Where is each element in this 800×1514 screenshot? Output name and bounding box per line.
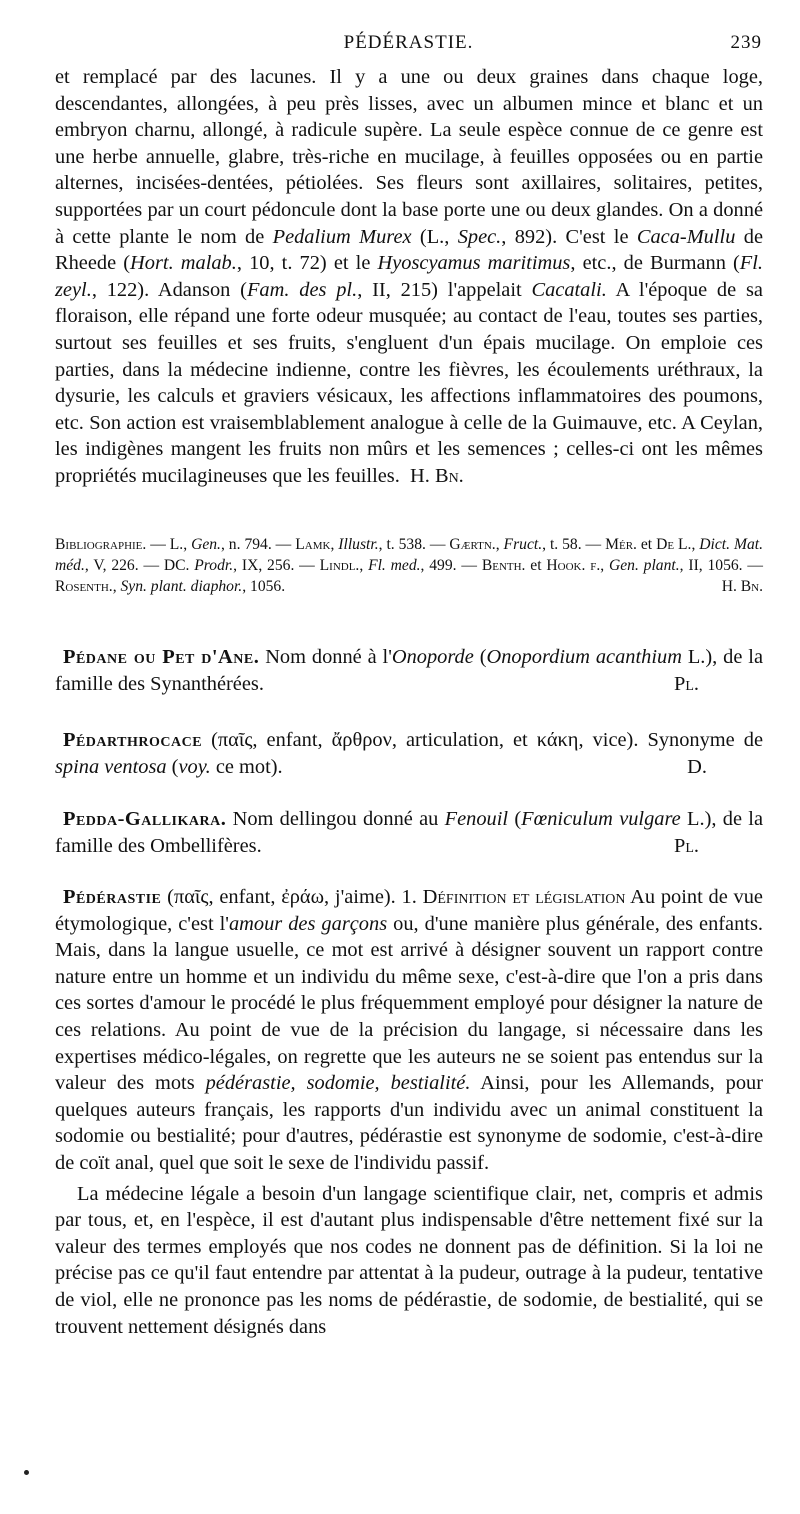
taxon-name: Caca-Mullu [636, 225, 736, 248]
paragraph: Pédane ou Pet d'Ane. Nom donné à l'Onoporde (Onopordium acanthium L.), de la famille des Synanthérées. Pl. [55, 644, 763, 697]
author-signature: Pl. [674, 672, 699, 695]
paragraph: Pédarthrocace (παῖς, enfant, ἄρθρον, articulation, et κάκη, vice). Synonyme de spina ventosa (voy. ce mot). D. [55, 727, 763, 780]
page-number: 239 [730, 32, 762, 53]
section-heading: Définition et législation [422, 886, 626, 908]
entry-headword: Pédane ou Pet d'Ane. [63, 646, 260, 668]
paragraph: Pedda-Gallikara. Nom dellingou donné au Fenouil (Fœniculum vulgare L.), de la famille des Ombellifères. Pl. [55, 806, 763, 859]
author-signature: H. Bn. [410, 464, 464, 487]
running-title: PÉDÉRASTIE. [343, 32, 474, 53]
author-signature: H. Bn. [721, 578, 763, 595]
entry-pedane [55, 644, 763, 697]
entry-pedarthrocace [55, 727, 763, 780]
entry-pedda-gallikara [55, 806, 763, 859]
paragraph: Pédérastie (παῖς, enfant, ἐράω, j'aime). 1. Définition et législation Au point de vue étymologique, c'est l'amour des garçons ou, d'une manière plus générale, des enfants. Mais, dans la langue usuelle, ce mot est arrivé à désigner souvent un rapport contre nature entre un homme et un individu du même sexe, c'est-à-dire que l'on a pris dans ces sortes d'amour le procédé le plus fréquemment employé pour désigner la nature de ces relations. Au point de vue de la précision du langage, si nécessaire dans les expertises médico-légales, on regrette que les auteurs ne se soient pas entendus sur la valeur des mots pédérastie, sodomie, bestialité. Ainsi, pour les Allemands, pour quelques auteurs français, les rapports d'un individu avec un animal constituent la sodomie ou bestialité; pour d'autres, pédérastie est synonyme de sodomie, c'est-à-dire de coït anal, quel que soit le sexe de l'individu passif. [55, 886, 764, 1174]
entry-pederastie [55, 884, 763, 1340]
taxon-name: Pedalium Murex [272, 225, 412, 248]
bibliography-text: Bibliographie. — L., Gen., n. 794. — Lamk, Illustr., t. 538. — Gærtn., Fruct., t. 58. — Mér. et De L., Dict. Mat. méd., V, 226. — DC. Prodr., IX, 256. — Lindl., Fl. med., 499. — Benth. et Hook. f., Gen. plant., II, 1056. — Rosenth., Syn. plant. diaphor., 1056. H. Bn. [55, 536, 764, 595]
paragraph: La médecine légale a besoin d'un langage scientifique clair, net, compris et admis par tous, et, en l'espèce, il est d'autant plus indispensable d'être nettement fixé sur la valeur des termes employés que nos codes ne donnent pas de définition. Si la loi ne précise pas ce qu'il faut entendre par attentat à la pudeur, outrage à la pudeur, tentative de viol, elle ne prononce pas les noms de pédérastie, de sodomie, de bestialité, qui se trouvent nettement désignés dans [55, 1182, 763, 1338]
author-signature: D. [687, 755, 707, 778]
entry-headword: Pedda-Gallikara. [63, 808, 227, 830]
bibliography-label: Bibliographie. [55, 536, 147, 553]
paragraph: et remplacé par des lacunes. Il y a une ou deux graines dans chaque loge, descendantes, allongées, à peu près lisses, avec un albumen mince et blanc et un embryon charnu, allongé, à radicule supère. La seule espèce connue de ce genre est une herbe annuelle, glabre, très-riche en mucilage, à feuilles opposées ou en partie alternes, incisées-dentées, pétiolées. Ses fleurs sont axillaires, solitaires, petites, supportées par un court pédoncule dont la base porte une ou deux glandes. On a donné à cette plante le nom de Pedalium Murex (L., Spec., 892). C'est le Caca-Mullu de Rheede (Hort. malab., 10, t. 72) et le Hyoscyamus maritimus, etc., de Burmann (Fl. zeyl., 122). Adanson (Fam. des pl., II, 215) l'appelait Cacatali. A l'époque de sa floraison, elle répand une forte odeur musquée; au contact de l'eau, toutes ses parties, surtout ses feuilles et ses fruits, s'engluent d'un épais mucilage. On emploie ces parties, dans la médecine indienne, contre les fièvres, les écoulements uréthraux, la dysurie, les calculs et graviers vésicaux, les affections inflammatoires des poumons, etc. Son action est vraisemblablement analogue à celle de la Guimauve, etc. A Ceylan, les indigènes mangent les fruits non mûrs et les semences ; celles-ci ont les mêmes propriétés mucilagineuses que les feuilles. H. Bn. [55, 66, 764, 487]
taxon-name: Cacatali. [531, 278, 607, 301]
entry-headword: Pédarthrocace [63, 729, 203, 751]
running-header [55, 32, 762, 58]
author-signature: Pl. [674, 834, 699, 857]
taxon-name: Hyoscyamus maritimus [377, 252, 571, 275]
print-speck [24, 1470, 29, 1475]
entry-pedalium-continued [55, 64, 763, 490]
bibliography [55, 534, 763, 597]
entry-headword: Pédérastie [63, 886, 162, 908]
